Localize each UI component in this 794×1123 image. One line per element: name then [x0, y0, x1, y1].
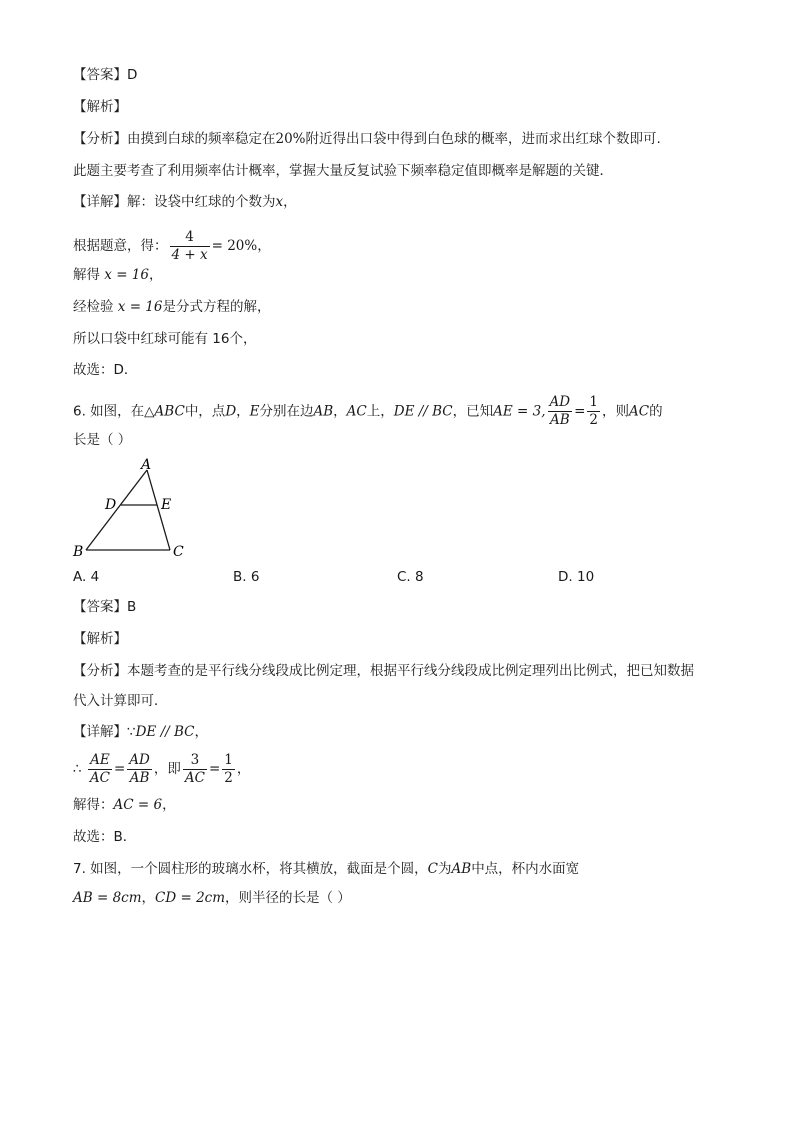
body-text: 此题主要考查了利用频率估计概率，掌握大量反复试验下频率稳定值即概率是解题的关键． — [73, 163, 613, 179]
prev-equation-line — [73, 228, 271, 264]
math-var: x — [275, 194, 284, 210]
math-expr: AB = 8cm — [73, 890, 142, 906]
body-text: 7. 如图，一个圆柱形的玻璃水杯，将其横放，截面是个圆， — [73, 861, 428, 877]
q6-solve-line — [73, 795, 176, 815]
prev-answer — [73, 65, 137, 85]
q6-answer — [73, 597, 136, 617]
body-text: 为 — [438, 861, 452, 877]
math-expr: DE // BC — [393, 403, 453, 420]
q6-analysis-line2 — [73, 691, 168, 711]
math-expr: = 20%， — [211, 238, 271, 254]
math-var: D — [225, 403, 237, 420]
equals: = — [113, 761, 126, 777]
body-text: ，即 — [153, 761, 181, 777]
body-text: 上， — [366, 403, 394, 420]
q6-choice-line — [73, 827, 136, 847]
therefore-symbol: ∴ — [73, 761, 82, 777]
body-text: ，则半径的长是（ ） — [225, 890, 351, 906]
punct: ， — [236, 403, 250, 420]
numerator: 4 — [185, 228, 194, 245]
body-text: 故选：B． — [73, 829, 137, 845]
q6-analysis-heading — [73, 629, 127, 649]
denominator: AB — [548, 411, 573, 429]
heading-text: 【解析】 — [73, 631, 127, 647]
equals: = — [208, 761, 221, 777]
fraction — [548, 394, 573, 429]
numerator: AE — [90, 751, 110, 768]
triangle-figure — [66, 455, 196, 563]
q6-detail-line — [73, 722, 208, 742]
option-b: B. 6 — [233, 569, 260, 585]
prev-check-line — [73, 297, 270, 317]
math-var: E — [249, 403, 260, 420]
punct: ， — [283, 194, 297, 210]
percent-value: 20% — [275, 131, 306, 147]
body-text: 的 — [649, 403, 663, 420]
q6-proportion-line — [73, 750, 250, 788]
heading-text: 【解析】 — [73, 99, 127, 115]
q7-prompt-line2 — [73, 888, 351, 908]
tag-text: 【详解】 — [73, 724, 127, 740]
answer-text: 【答案】B — [73, 599, 137, 615]
numerator: AD — [549, 394, 571, 410]
prev-choice-line — [73, 360, 137, 380]
body-text: 所以口袋中红球可能有 16个， — [73, 331, 257, 347]
punct: ， — [148, 267, 163, 283]
body-text: 是分式方程的解， — [162, 299, 271, 315]
body-text: 6. 如图，在 — [73, 403, 145, 420]
body-text: 解：设袋中红球的个数为 — [127, 194, 276, 210]
math-var: AB — [313, 403, 334, 420]
math-expr: △ABC — [144, 403, 185, 420]
math-expr: DE // BC — [135, 724, 195, 740]
prev-solve-line — [73, 265, 162, 285]
answer-text: 【答案】D — [73, 67, 138, 83]
label-c: C — [173, 544, 184, 560]
body-text: 解得： — [73, 797, 114, 813]
fraction — [222, 752, 235, 787]
fraction — [587, 394, 600, 429]
body-text: 分别在边 — [259, 403, 314, 420]
label-e: E — [161, 497, 172, 513]
body-text: 解得 — [73, 267, 100, 283]
denominator: 2 — [589, 412, 598, 428]
tag-text: 【详解】 — [73, 194, 127, 210]
option-a: A. 4 — [73, 569, 100, 585]
body-text: ，则 — [602, 403, 629, 420]
math-var: AB — [451, 861, 472, 877]
prev-analysis-line2 — [73, 161, 613, 181]
punct: ， — [141, 890, 156, 906]
punct: ， — [162, 797, 176, 813]
q7-prompt-line1 — [73, 859, 579, 879]
denominator: AB — [127, 769, 152, 787]
label-d: D — [105, 497, 117, 513]
q6-prompt-line2 — [73, 430, 131, 450]
numerator: 1 — [224, 751, 233, 768]
body-text: 中点，杯内水面宽 — [471, 861, 580, 877]
math-expr: CD = 2cm — [155, 890, 226, 906]
punct: ， — [236, 761, 251, 777]
body-text: 经检验 — [73, 299, 114, 315]
numerator: 3 — [190, 751, 200, 768]
fraction — [183, 752, 207, 787]
math-expr: x = 16 — [117, 299, 163, 315]
body-text: 代入计算即可． — [73, 693, 168, 709]
option-d: D. 10 — [558, 569, 595, 585]
side-ab — [86, 470, 147, 550]
body-text: 中，点 — [184, 403, 226, 420]
numerator: AD — [129, 751, 150, 768]
label-a: A — [141, 457, 152, 473]
punct: ， — [333, 403, 347, 420]
body-text: 附近得出口袋中得到白色球的概率，进而求出红球个数即可. — [305, 131, 661, 147]
prev-conclusion-line — [73, 329, 256, 349]
body-text: 由摸到白球的频率稳定在 — [127, 131, 276, 147]
numerator: 1 — [589, 394, 598, 410]
math-var: AC — [346, 403, 367, 420]
body-text: 根据题意，得： — [73, 238, 168, 254]
math-var: C — [427, 861, 439, 877]
denominator: AC — [89, 769, 110, 786]
q6-analysis-line1 — [73, 661, 694, 681]
option-c: C. 8 — [397, 569, 424, 585]
fraction — [127, 752, 152, 787]
body-text: 本题考查的是平行线分线段成比例定理，根据平行线分线段成比例定理列出比例式，把已知数据 — [127, 663, 694, 679]
body-text: ，已知 — [452, 403, 494, 420]
fraction — [170, 229, 210, 264]
punct: ， — [194, 724, 208, 740]
fraction — [88, 752, 112, 787]
label-b: B — [73, 544, 84, 560]
body-text: 长是（ ） — [73, 432, 132, 448]
tag-text: 【分析】 — [73, 663, 127, 679]
math-expr: AE = 3, — [493, 403, 546, 420]
math-expr: x = 16 — [104, 267, 149, 283]
math-expr: AC = 6 — [113, 797, 163, 813]
prev-analysis-heading — [73, 97, 127, 117]
prev-analysis-line1 — [73, 129, 661, 149]
denominator: AC — [184, 769, 205, 786]
denominator: 4 + x — [171, 246, 208, 263]
body-text: 故选：D． — [73, 362, 138, 378]
equals: = — [574, 403, 586, 420]
because-symbol: ∵ — [127, 724, 136, 740]
math-var: AC — [629, 403, 650, 420]
q6-prompt-line1 — [73, 394, 663, 429]
tag-text: 【分析】 — [73, 131, 127, 147]
prev-detail-line — [73, 192, 297, 212]
denominator: 2 — [224, 769, 233, 786]
